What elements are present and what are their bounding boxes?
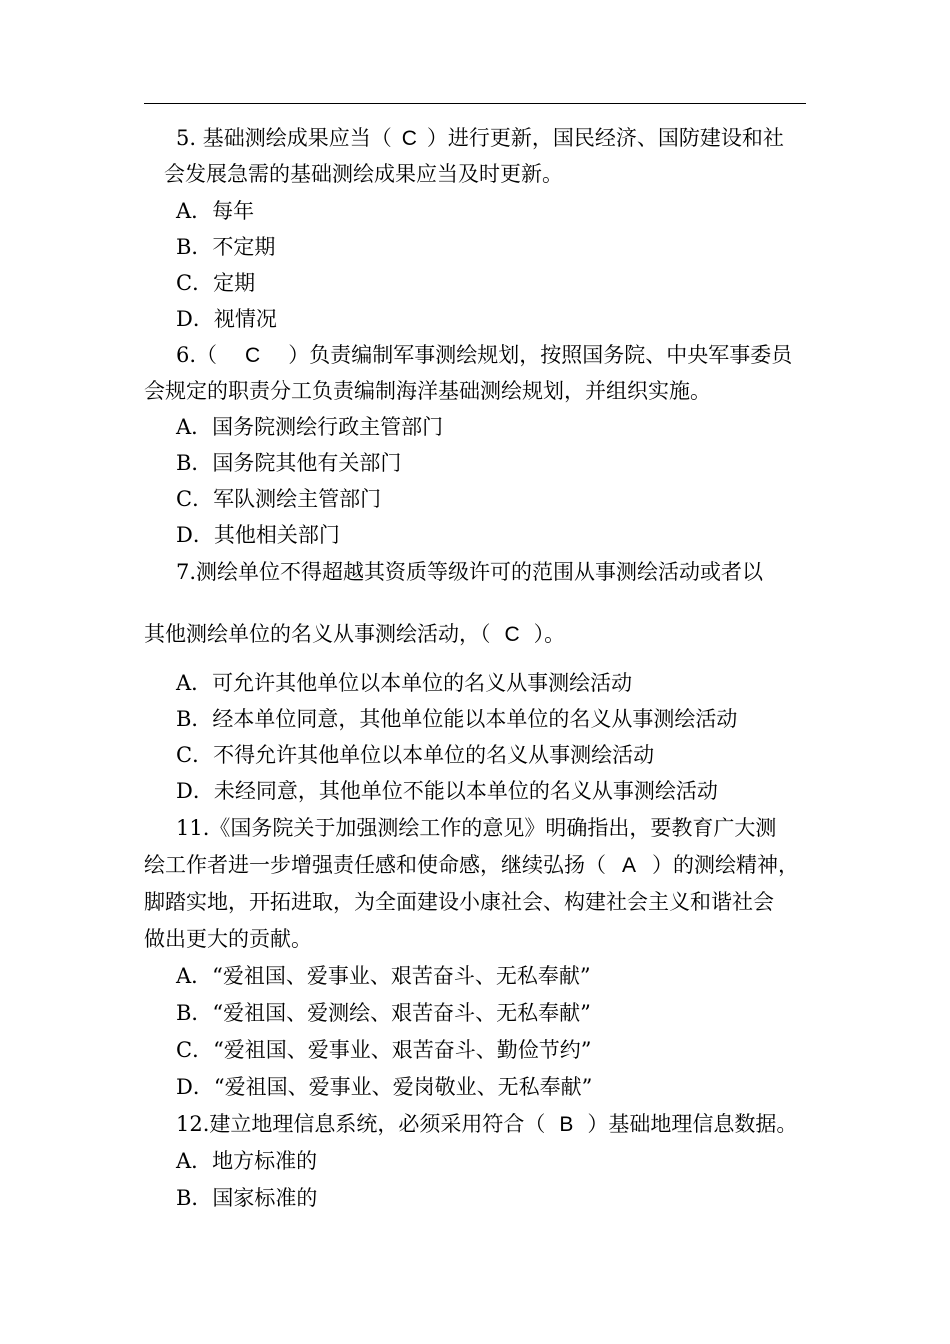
answer-mark: C — [504, 623, 520, 646]
option-b: B．经本单位同意，其他单位能以本单位的名义从事测绘活动 — [176, 707, 738, 731]
question-11-line-3: 脚踏实地，开拓进取，为全面建设小康社会、构建社会主义和谐社会 — [144, 890, 774, 914]
question-12-line-1: 12.建立地理信息系统，必须采用符合（ B ）基础地理信息数据。 — [176, 1112, 798, 1136]
option-a: A．每年 — [176, 199, 255, 223]
question-7-line-2: 其他测绘单位的名义从事测绘活动，（ C ）。 — [144, 622, 566, 646]
option-c: C．“爱祖国、爱事业、艰苦奋斗、勤俭节约” — [176, 1038, 592, 1062]
option-a: A．可允许其他单位以本单位的名义从事测绘活动 — [176, 671, 633, 695]
header-rule — [144, 103, 806, 104]
answer-mark: A — [622, 854, 637, 877]
question-11-line-1: 11.《国务院关于加强测绘工作的意见》明确指出，要教育广大测 — [176, 816, 777, 840]
question-6-line-2: 会规定的职责分工负责编制海洋基础测绘规划，并组织实施。 — [144, 379, 711, 403]
answer-mark: B — [559, 1113, 574, 1136]
option-a: A．“爱祖国、爱事业、艰苦奋斗、无私奉献” — [176, 964, 591, 988]
option-b: B．“爱祖国、爱测绘、艰苦奋斗、无私奉献” — [176, 1001, 591, 1025]
option-b: B．不定期 — [176, 235, 276, 259]
option-b: B．国务院其他有关部门 — [176, 451, 402, 475]
question-7-line-1: 7.测绘单位不得超越其资质等级许可的范围从事测绘活动或者以 — [176, 560, 764, 584]
question-5-line-2: 会发展急需的基础测绘成果应当及时更新。 — [164, 162, 563, 186]
question-11-line-4: 做出更大的贡献。 — [144, 927, 312, 951]
answer-mark: C — [401, 127, 417, 150]
question-6-line-1: 6.（ C ）负责编制军事测绘规划，按照国务院、中央军事委员 — [176, 343, 793, 367]
option-a: A．国务院测绘行政主管部门 — [176, 415, 444, 439]
option-c: C．定期 — [176, 271, 256, 295]
option-a: A．地方标准的 — [176, 1149, 318, 1173]
option-d: D．视情况 — [176, 307, 277, 331]
option-d: D．“爱祖国、爱事业、爱岗敬业、无私奉献” — [176, 1075, 593, 1099]
option-b: B．国家标准的 — [176, 1186, 318, 1210]
question-11-line-2: 绘工作者进一步增强责任感和使命感，继续弘扬（ A ）的测绘精神， — [144, 853, 800, 877]
option-d: D．未经同意，其他单位不能以本单位的名义从事测绘活动 — [176, 779, 718, 803]
question-5-line-1: 5. 基础测绘成果应当（ C ）进行更新，国民经济、国防建设和社 — [176, 126, 784, 150]
option-d: D．其他相关部门 — [176, 523, 340, 547]
option-c: C．军队测绘主管部门 — [176, 487, 382, 511]
option-c: C．不得允许其他单位以本单位的名义从事测绘活动 — [176, 743, 655, 767]
answer-mark: C — [245, 344, 261, 367]
